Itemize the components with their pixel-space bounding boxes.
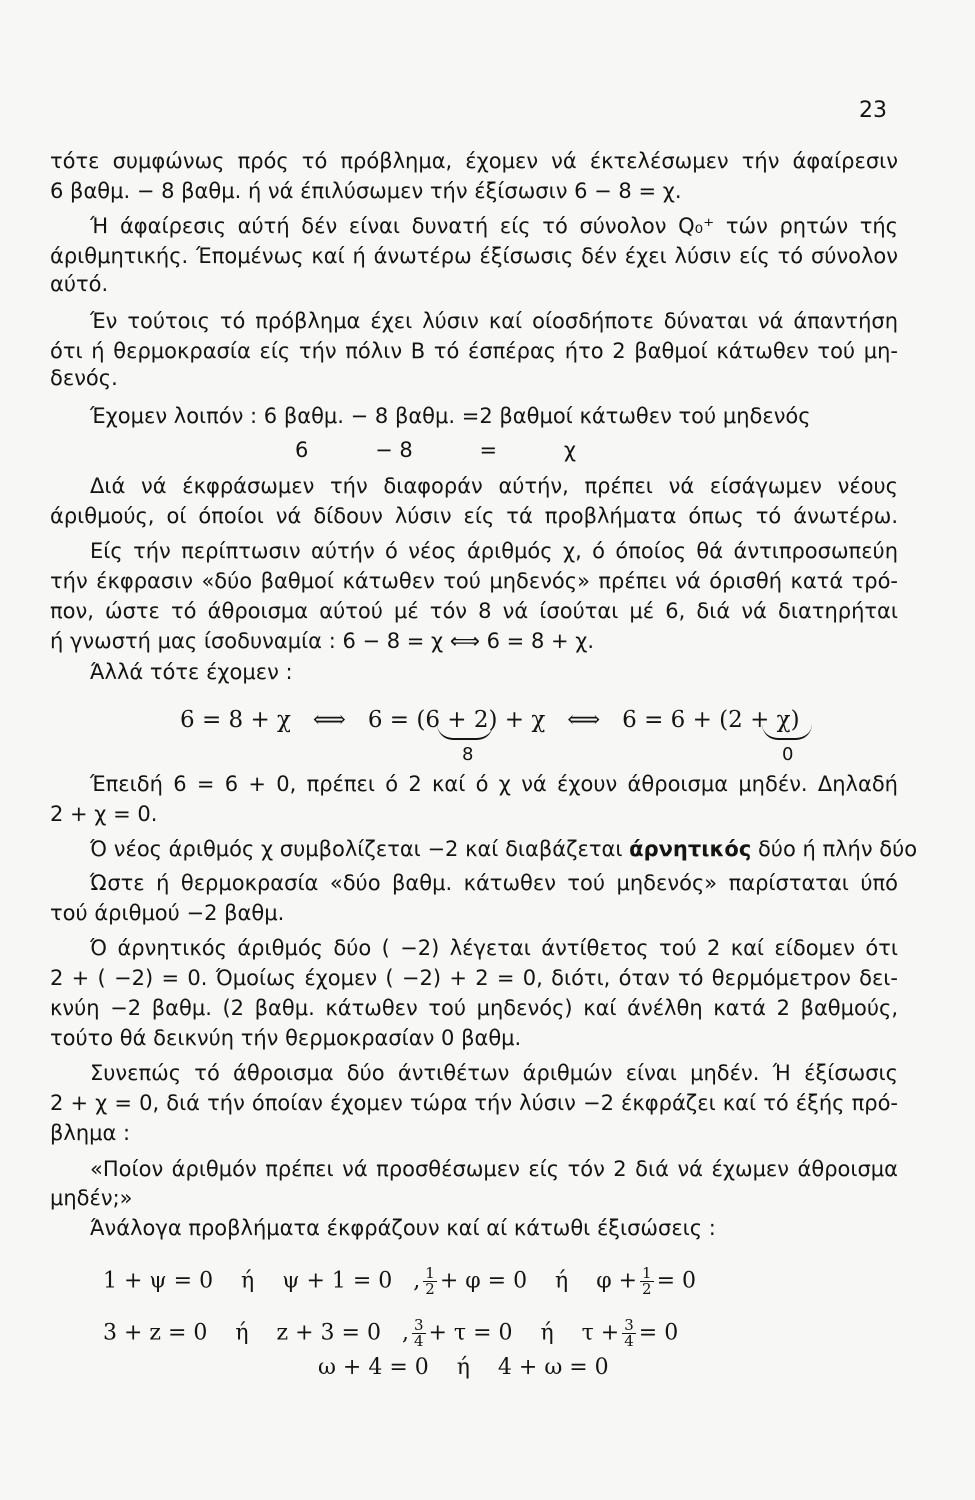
equation-part: 3 + z = 0 ή z + 3 = 0 , bbox=[103, 1320, 409, 1346]
text-line: «Ποίον άριθμόν πρέπει νά προσθέσωμεν είς τόν 2 διά νά έχωμεν άθροισμα bbox=[90, 1157, 898, 1181]
fraction bbox=[640, 1266, 654, 1297]
text-line: τήν έκφρασιν «δύο βαθμοί κάτωθεν τού μηδενός» πρέπει νά όρισθή κατά τρό- bbox=[50, 569, 898, 593]
fraction-denominator: 2 bbox=[425, 1280, 435, 1298]
text-line: Έν τούτοις τό πρόβλημα έχει λύσιν καί οίοσδήποτε δύναται νά άπαντήση bbox=[90, 309, 898, 333]
underbrace bbox=[762, 724, 812, 740]
equation-part: = 0 bbox=[656, 1268, 697, 1294]
text-line: μηδέν;» bbox=[50, 1186, 133, 1210]
text-line: Είς τήν περίπτωσιν αύτήν ό νέος άριθμός χ, ό όποίος θά άντιπροσωπεύη bbox=[90, 539, 898, 563]
equation-line: 6 − 8 = χ bbox=[295, 438, 576, 462]
text-line: άριθμητικής. Έπομένως καί ή άνωτέρω έξίσωσις δέν έχει λύσιν είς τό σύνολον bbox=[50, 244, 898, 268]
underbrace-label: 0 bbox=[782, 744, 794, 765]
fraction-numerator: 3 bbox=[413, 1316, 424, 1334]
equation-part: + τ = 0 ή τ + bbox=[428, 1320, 620, 1346]
text-line: Ώστε ή θερμοκρασία «δύο βαθμ. κάτωθεν τού μηδενός» παρίσταται ύπό bbox=[90, 871, 898, 895]
fraction-denominator: 2 bbox=[642, 1280, 652, 1298]
text-line: 2 + ( −2) = 0. Όμοίως έχομεν ( −2) + 2 = 0, διότι, όταν τό θερμόμετρον δει- bbox=[50, 966, 898, 990]
text-line: Άλλά τότε έχομεν : bbox=[90, 660, 293, 684]
text-line: Ό άρνητικός άριθμός δύο ( −2) λέγεται άντίθετος τού 2 καί είδομεν ότι bbox=[90, 936, 898, 960]
fraction-denominator: 4 bbox=[624, 1332, 634, 1350]
text-span: Ό νέος άριθμός χ συμβολίζεται −2 καί διαβάζεται bbox=[90, 837, 630, 861]
equation-row bbox=[103, 1318, 883, 1349]
text-line: Διά νά έκφράσωμεν τήν διαφοράν αύτήν, πρέπει νά είσάγωμεν νέους bbox=[90, 474, 898, 498]
underbrace-label: 8 bbox=[462, 744, 474, 765]
text-line: τού άριθμού −2 βαθμ. bbox=[50, 901, 285, 925]
text-line: Συνεπώς τό άθροισμα δύο άντιθέτων άριθμών είναι μηδέν. Ή έξίσωσις bbox=[90, 1061, 898, 1085]
fraction bbox=[423, 1266, 437, 1297]
fraction-denominator: 4 bbox=[413, 1332, 424, 1350]
text-line: δενός. bbox=[50, 366, 118, 390]
fraction-numerator: 1 bbox=[642, 1264, 652, 1282]
text-line: Ή άφαίρεσις αύτή δέν είναι δυνατή είς τό σύνολον Q₀⁺ τών ρητών τής bbox=[90, 214, 898, 238]
text-line: βλημα : bbox=[50, 1121, 131, 1145]
equation-part: = 0 bbox=[638, 1320, 679, 1346]
text-line: τότε συμφώνως πρός τό πρόβλημα, έχομεν νά έκτελέσωμεν τήν άφαίρεσιν bbox=[50, 149, 898, 173]
text-line: ή γνωστή μας ίσοδυναμία : 6 − 8 = χ ⟺ 6 = 8 + χ. bbox=[50, 629, 595, 653]
equation-chain: 6 = 8 + χ ⟺ 6 = (6 + 2) + χ ⟺ 6 = 6 + (2 + χ) bbox=[180, 707, 800, 733]
fraction bbox=[412, 1318, 426, 1349]
text-line: Έχομεν λοιπόν : 6 βαθμ. − 8 βαθμ. =2 βαθμοί κάτωθεν τού μηδενός bbox=[90, 404, 811, 428]
fraction-numerator: 1 bbox=[425, 1264, 435, 1282]
text-line: αύτό. bbox=[50, 272, 109, 296]
fraction bbox=[622, 1318, 636, 1349]
page-number: 23 bbox=[859, 98, 887, 123]
text-line: 6 βαθμ. − 8 βαθμ. ή νά έπιλύσωμεν τήν έξίσωσιν 6 − 8 = χ. bbox=[50, 179, 682, 203]
underbrace bbox=[437, 724, 493, 740]
text-line: Έπειδή 6 = 6 + 0, πρέπει ό 2 καί ό χ νά έχουν άθροισμα μηδέν. Δηλαδή bbox=[90, 772, 898, 796]
equation-part: 1 + ψ = 0 ή ψ + 1 = 0 , bbox=[103, 1268, 421, 1294]
text-line bbox=[90, 835, 918, 863]
text-line: 2 + χ = 0. bbox=[50, 802, 158, 826]
fraction-numerator: 3 bbox=[624, 1316, 634, 1334]
equation-row bbox=[103, 1266, 883, 1297]
text-line: κνύη −2 βαθμ. (2 βαθμ. κάτωθεν τού μηδενός) καί άνέλθη κατά 2 βαθμούς, bbox=[50, 996, 898, 1020]
text-line: τούτο θά δεικνύη τήν θερμοκρασίαν 0 βαθμ. bbox=[50, 1026, 522, 1050]
bold-term: άρνητικός bbox=[629, 837, 752, 861]
text-line: ότι ή θερμοκρασία είς τήν πόλιν Β τό έσπέρας ήτο 2 βαθμοί κάτωθεν τού μη- bbox=[50, 339, 898, 363]
text-line: άριθμούς, οί όποίοι νά δίδουν λύσιν είς τά προβλήματα όπως τό άνωτέρω. bbox=[50, 504, 898, 528]
equation-part: + φ = 0 ή φ + bbox=[439, 1268, 638, 1294]
text-span: δύο ή πλήν δύο bbox=[751, 837, 918, 861]
text-line: Άνάλογα προβλήματα έκφράζουν καί αί κάτωθι έξισώσεις : bbox=[90, 1216, 716, 1240]
text-line: 2 + χ = 0, διά τήν όποίαν έχομεν τώρα τήν λύσιν −2 έκφράζει καί τό έξής πρό- bbox=[50, 1091, 898, 1115]
equation-row: ω + 4 = 0 ή 4 + ω = 0 bbox=[318, 1355, 609, 1380]
text-line: πον, ώστε τό άθροισμα αύτού μέ τόν 8 νά ίσούται μέ 6, διά νά διατηρήται bbox=[50, 599, 898, 623]
